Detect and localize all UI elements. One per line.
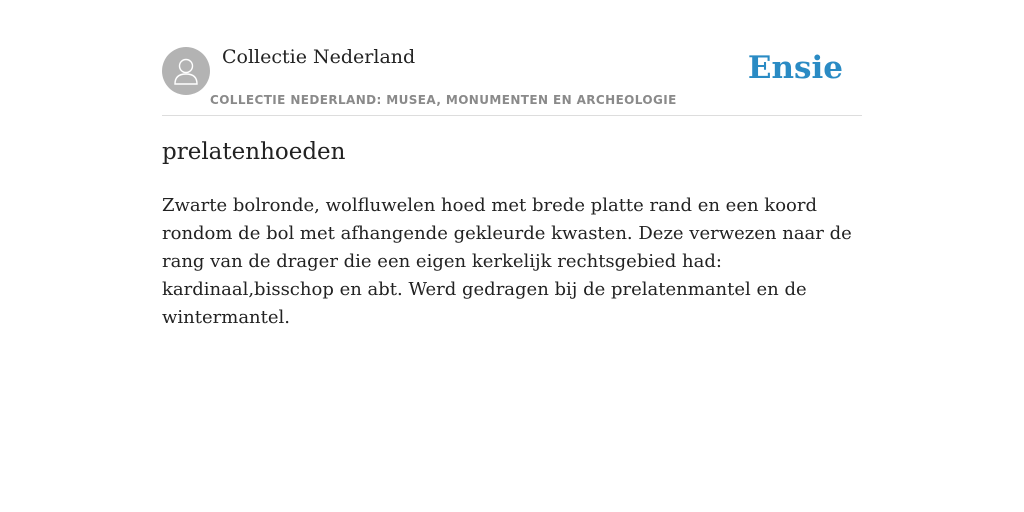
author-name[interactable]: Collectie Nederland	[222, 46, 416, 68]
brand-logo[interactable]: Ensie	[747, 50, 843, 86]
avatar[interactable]	[162, 47, 210, 95]
category-label[interactable]: COLLECTIE NEDERLAND: MUSEA, MONUMENTEN EN ARCHEOLOGIE	[210, 93, 677, 107]
entry-title: prelatenhoeden	[162, 139, 346, 165]
header	[162, 40, 862, 116]
user-icon	[174, 57, 198, 85]
entry-definition: Zwarte bolronde, wolfluwelen hoed met brede platte rand en een koord rondom de bol met afhangende gekleurde kwasten. Deze verwezen naar de rang van de drager die een eigen kerkelijk rechtsgebied had: kardinaal,bisschop en abt. Werd gedragen bij de prelatenmantel en de wintermantel.	[162, 195, 852, 328]
